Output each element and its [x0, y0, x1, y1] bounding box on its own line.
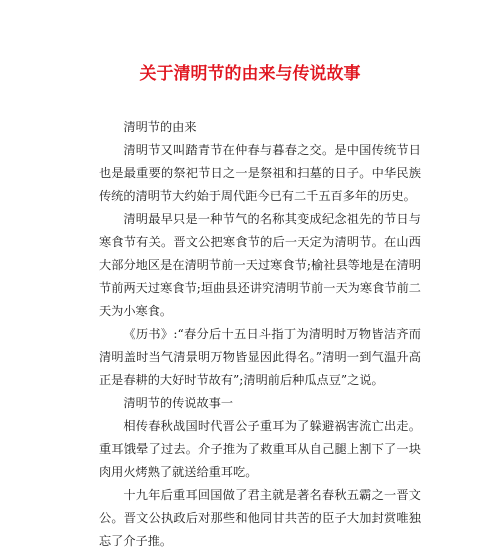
section-heading: 清明节的由来: [123, 120, 197, 134]
document-body: [99, 116, 421, 553]
paragraph: 《历书》:“春分后十五日斗指丁为清明时万物皆洁齐而清明盖时当气清景明万物皆显因此得名。”清明一到气温升高正是春耕的大好时节故有”;清明前后种瓜点豆”之说。: [99, 327, 421, 387]
paragraph: 清明最早只是一种节气的名称其变成纪念祖先的节日与寒食节有关。晋文公把寒食节的后一天定为清明节。在山西大部分地区是在清明节前一天过寒食节;榆社县等地是在清明节前两天过寒食节;垣曲县还讲究清明节前一天为寒食节前二天为小寒食。: [99, 212, 421, 318]
document-title: 关于清明节的由来与传说故事: [139, 64, 361, 84]
paragraph: 十九年后重耳回国做了君主就是著名春秋五霸之一晋文公。晋文公执政后对那些和他同甘共苦的臣子大加封赏唯独忘了介子推。: [99, 488, 421, 548]
paragraph: 相传春秋战国时代晋公子重耳为了躲避祸害流亡出走。重耳饿晕了过去。介子推为了救重耳从自己腿上割下了一块肉用火烤熟了就送给重耳吃。: [99, 419, 421, 479]
section-heading: 清明节的传说故事一: [123, 396, 234, 410]
paragraph: 清明节又叫踏青节在仲春与暮春之交。是中国传统节日也是最重要的祭祀节日之一是祭祖和扫墓的日子。中华民族传统的清明节大约始于周代距今已有二千五百多年的历史。: [99, 143, 421, 203]
